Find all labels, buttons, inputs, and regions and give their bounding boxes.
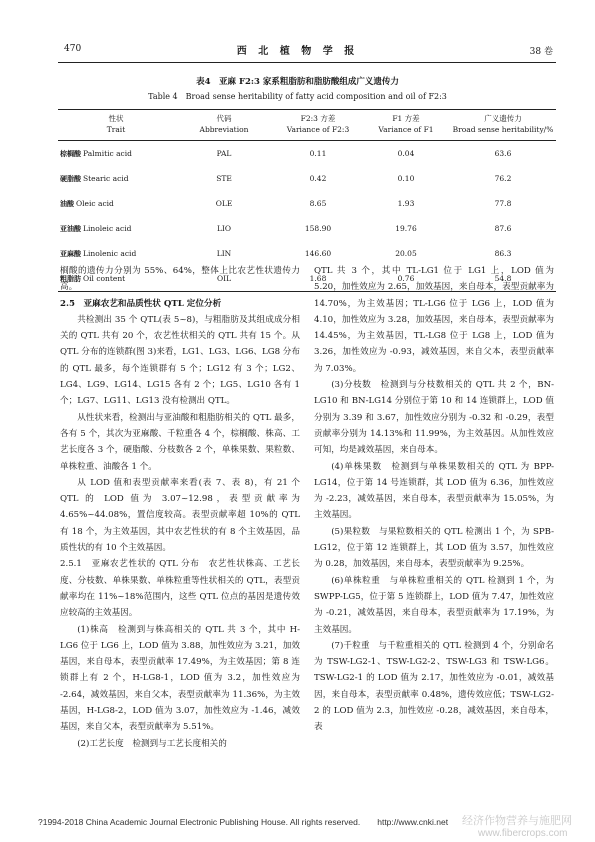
abbr-cell: LIN: [216, 249, 232, 258]
header-trait-cn: 性状: [108, 114, 124, 123]
paragraph: 共检测出 35 个 QTL(表 5~8)，与粗脂肪及其组成成分相关的 QTL 共有 20 个，农艺性状相关的 QTL 共有 15 个。从 QTL 分布的连锁群(图 3)来看，LG1、LG3、LG6、LG8 分布的 QTL 最多，每个连锁群有 5 个；LG12 有 3 个；LG2、LG4、LG9、LG14、LG15 各有 2 个；LG5、LG10 各有 1 个；LG7、LG11、LG13 没有检测出 QTL。: [60, 314, 300, 407]
table-row: [58, 166, 556, 191]
heritability-cell: 54.8: [450, 266, 556, 292]
header-h-en: Broad sense heritability/%: [452, 125, 554, 134]
table-row: [58, 216, 556, 241]
trait-cell: [58, 141, 174, 167]
paragraph: 从性状来看，检测出与亚油酸和粗脂肪相关的 QTL 最多，各有 5 个，其次为亚麻酸、千粒重各 4 个，棕榈酸、株高、工艺长度各 3 个，硬脂酸、分枝数各 2 个，单株果数、果粒数、单株粒重、油酸各 1 个。: [60, 412, 300, 472]
var1-cell: 20.05: [395, 249, 417, 258]
header-heritability: [450, 110, 556, 141]
trait-cn: 油酸: [60, 198, 74, 208]
header-abbr-en: Abbreviation: [199, 125, 249, 134]
var1-cell: 19.76: [395, 224, 417, 233]
header-var23-cn: F2:3 方差: [300, 114, 336, 123]
var1-cell: 0.10: [397, 174, 415, 183]
var1-cell: 1.93: [397, 199, 415, 208]
paragraph: (7)千粒重 与千粒重相关的 QTL 检测到 4 个，分别命名为 TSW-LG2-1、TSW-LG2-2、TSW-LG3 和 TSW-LG6。TSW-LG2-1 的 LOD 值为 2.17，加性效应为 -0.01，减效基因，来自母本，表型贡献率 0.48%，遗传效应低；TSW-LG2-2 的 LOD 值为 2.3，加性效应 -0.28，减效基因，来自母本，表: [314, 640, 554, 733]
header-rule: [58, 62, 556, 63]
trait-cn: 粗脂肪: [60, 273, 81, 283]
paragraph: 从 LOD 值和表型贡献率来看(表 7、表 8)，有 21 个 QTL 的 LOD 值为 3.07~12.98，表型贡献率为 4.65%~44.08%，置信度较高。表型贡献率超 10%的 QTL 有 18 个，为主效基因，其中农艺性状的有 8 个主效基因，品质性状的有 10 个主效基因。: [60, 477, 300, 554]
paragraph: (1)株高 检测到与株高相关的 QTL 共 3 个，其中 H-LG6 位于 LG6 上，LOD 值为 3.88，加性效应为 3.21，加效基因，来自母本，表型贡献率 17.49%，为主效基因；第 8 连锁群上有 2 个，H-LG8-1，LOD 值为 3.2，加性效应为 -2.64，减效基因，来自父本，表型贡献率为 11.36%，为主效基因，H-LG8-2，LOD 值为 3.07，加性效应为 -1.46，减效基因，来自父本，表型贡献率为 5.51%。: [60, 624, 300, 733]
header-var23: [274, 110, 362, 141]
header-var1: [362, 110, 450, 141]
watermark-cn: 经济作物营养与施肥网: [462, 815, 572, 827]
trait-en: Palmitic acid: [83, 148, 132, 158]
header-var23-en: Variance of F2:3: [286, 125, 350, 134]
header-h-cn: 广义遗传力: [484, 114, 522, 123]
header-var1-cn: F1 方差: [392, 114, 420, 123]
trait-cn: 棕榈酸: [60, 148, 81, 158]
paragraph: 榈酸的遗传力分别为 55%、64%，整体上比农艺性状遗传力高。: [60, 266, 300, 293]
trait-en: Linoleic acid: [83, 223, 132, 233]
trait-cn: 硬脂酸: [60, 173, 81, 183]
var23-cell: 0.42: [309, 174, 327, 183]
heritability-cell: 63.6: [494, 149, 512, 158]
trait-cn: 亚麻酸: [60, 248, 81, 258]
trait-en: Linolenic acid: [83, 248, 137, 258]
paragraph: (5)果粒数 与果粒数相关的 QTL 检测出 1 个，为 SPB-LG12，位于第 12 连锁群上，其 LOD 值为 3.57，加性效应为 0.28，加效基因，来自母本，表型贡献率为 9.25%。: [314, 526, 554, 570]
abbr-cell: PAL: [216, 149, 232, 158]
table-header-row: [58, 110, 556, 141]
section-heading-2-5: 2.5 亚麻农艺和品质性状 QTL 定位分析: [60, 298, 222, 309]
var1-cell: 0.76: [362, 266, 450, 292]
trait-cell: [58, 216, 174, 241]
subsection-2-5-1: 2.5.1 亚麻农艺性状的 QTL 分布 农艺性状株高、工艺长度、分枝数、单株果数、单株粒重等性状相关的 QTL，表型贡献率均在 11%~18%范围内，这些 QTL 位点的基因是遗传效应较高的主效基因。: [60, 559, 300, 619]
abbr-cell: LIO: [216, 224, 232, 233]
header-abbr-cn: 代码: [216, 114, 232, 123]
heritability-cell: 77.8: [494, 199, 512, 208]
var23-cell: 1.68: [274, 266, 362, 292]
body-column-right: [314, 263, 554, 736]
journal-title: 西 北 植 物 学 报: [236, 46, 359, 57]
header-trait: [58, 110, 174, 141]
header-trait-en: Trait: [106, 125, 126, 134]
watermark-url: www.fibercrops.com: [478, 828, 568, 839]
trait-cn: 亚油酸: [60, 223, 81, 233]
volume-label: 38 卷: [529, 47, 553, 57]
trait-cell: [58, 191, 174, 216]
header-abbr: [174, 110, 274, 141]
var23-cell: 146.60: [304, 249, 332, 258]
paragraph: (3)分枝数 检测到与分枝数相关的 QTL 共 2 个，BN-LG10 和 BN-LG14 分别位于第 10 和 14 连锁群上，LOD 值分别为 3.39 和 3.67，加性效应分别为 -0.32 和 -0.29，表型贡献率分别为 14.13%和 11.99%，为主效基因。从加性效应可知，均是减效基因，来自母本。: [314, 380, 554, 456]
page-number: 470: [64, 44, 82, 54]
table-caption-cn: 表4 亚麻 F2:3 家系粗脂肪和脂肪酸组成广义遗传力: [196, 77, 399, 87]
var23-cell: 0.11: [309, 149, 327, 158]
copyright-footer: ?1994-2018 China Academic Journal Electronic Publishing House. All rights reserved. http://www.cnki.net: [38, 817, 449, 827]
paragraph: (4)单株果数 检测到与单株果数相关的 QTL 为 BPP-LG14，位于第 14 号连锁群，其 LOD 值为 6.36，加性效应为 -2.23，减效基因，来自母本，表型贡献率为 15.05%，为主效基因。: [314, 461, 554, 521]
heritability-cell: 87.6: [494, 224, 512, 233]
abbr-cell: OIL: [174, 266, 274, 292]
var23-cell: 158.90: [304, 224, 332, 233]
table-row: [58, 191, 556, 216]
table-caption-en: Table 4 Broad sense heritability of fatty acid composition and oil of F2:3: [148, 92, 447, 101]
trait-en: Oleic acid: [76, 198, 114, 208]
paragraph: (6)单株粒重 与单株粒重相关的 QTL 检测到 1 个，为 SWPP-LG5，位于第 5 连锁群上，LOD 值为 7.47，加性效应为 -0.21，减效基因，来自母本，表型贡献率为 17.19%，为主效基因。: [314, 575, 554, 635]
var23-cell: 8.65: [309, 199, 327, 208]
abbr-cell: OLE: [215, 199, 233, 208]
trait-en: Stearic acid: [83, 173, 129, 183]
heritability-cell: 76.2: [494, 174, 512, 183]
paragraph: (2)工艺长度 检测到与工艺长度相关的: [77, 738, 227, 749]
table-row: [58, 141, 556, 167]
trait-cell: [58, 166, 174, 191]
header-var1-en: Variance of F1: [378, 125, 434, 134]
heritability-cell: 86.3: [494, 249, 512, 258]
var1-cell: 0.04: [397, 149, 415, 158]
paragraph: QTL 共 3 个，其中 TL-LG1 位于 LG1 上，LOD 值为 5.20，加性效应为 2.65，加效基因，来自母本，表型贡献率为 14.70%，为主效基因；TL-LG6 位于 LG6 上，LOD 值为 4.10，加性效应为 3.28，加效基因，来自母本，表型贡献率为 14.45%，为主效基因，TL-LG8 位于 LG8 上，LOD 值为 3.26，加性效应为 -0.93，减效基因，来自父本，表型贡献率为 7.03%。: [314, 266, 554, 374]
body-column-left: [60, 263, 300, 752]
trait-en: Oil content: [83, 273, 126, 283]
abbr-cell: STE: [216, 174, 232, 183]
